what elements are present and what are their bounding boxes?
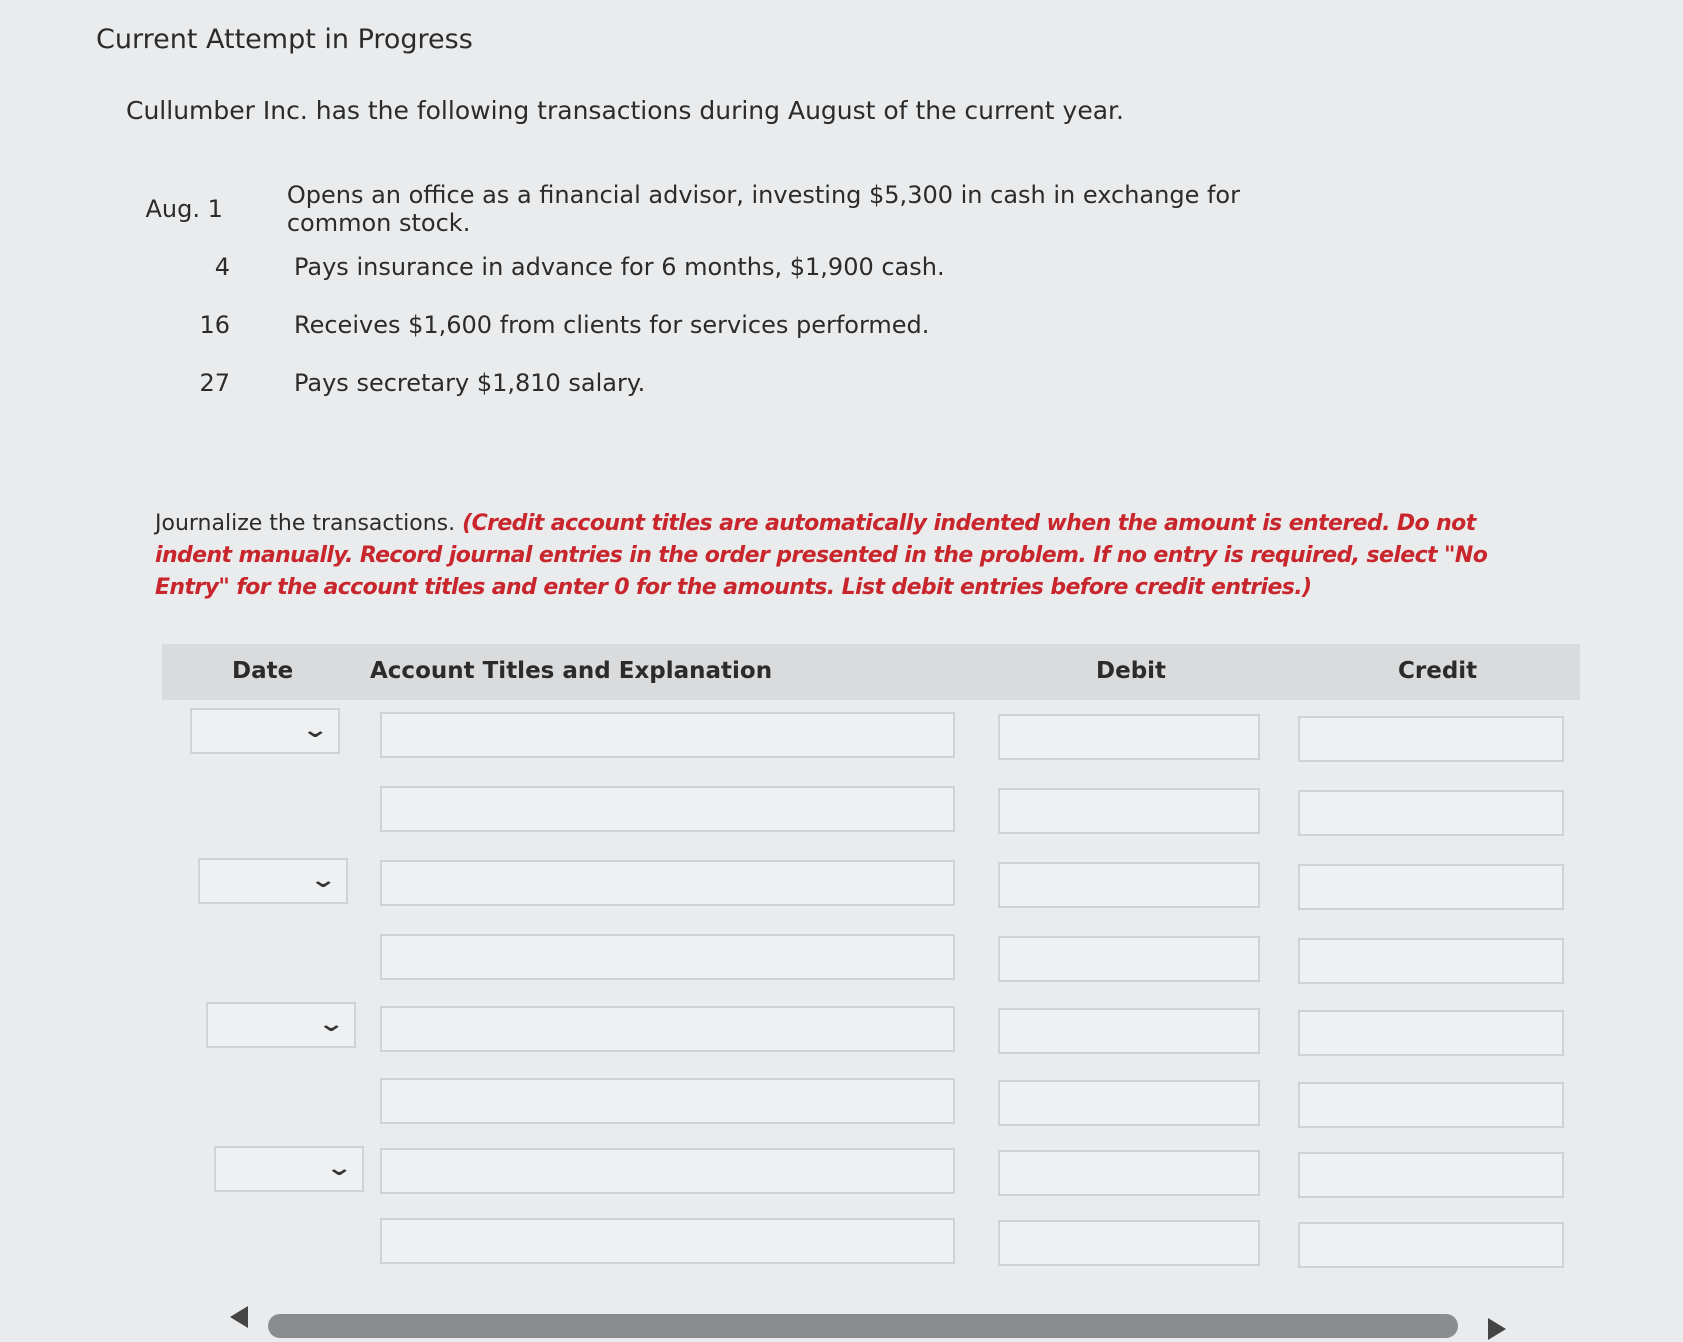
credit-input[interactable] [1298,938,1564,984]
account-title-input[interactable] [380,1006,955,1052]
credit-input[interactable] [1298,1152,1564,1198]
credit-input[interactable] [1298,790,1564,836]
account-title-input[interactable] [380,860,955,906]
instructions-note: (Credit account titles are automatically indented when the amount is entered. Do not indent manually. Record journal entries in the order presented in the problem. If no entry is required, select "No Entry" for the account titles and enter 0 for the amounts. List debit entries before credit entries.) [155,511,1488,600]
date-select[interactable] [190,708,340,754]
chevron-down-icon: ⌄ [308,868,337,893]
debit-input[interactable] [998,1008,1260,1054]
instructions [155,508,1555,604]
instructions-prefix: Journalize the transactions. [155,511,463,536]
credit-input[interactable] [1298,716,1564,762]
account-title-input[interactable] [380,934,955,980]
transaction-row [140,354,1340,412]
transaction-row [140,238,1340,296]
transaction-row [140,180,1340,238]
transaction-description: Pays insurance in advance for 6 months, $1,900 cash. [294,253,945,281]
debit-input[interactable] [998,936,1260,982]
credit-input[interactable] [1298,1010,1564,1056]
account-title-input[interactable] [380,712,955,758]
transaction-description: Pays secretary $1,810 salary. [294,369,646,397]
debit-input[interactable] [998,1220,1260,1266]
account-title-input[interactable] [380,786,955,832]
header-account-titles: Account Titles and Explanation [370,658,773,684]
date-select[interactable] [214,1146,364,1192]
debit-input[interactable] [998,714,1260,760]
transaction-date: 16 [199,311,230,339]
debit-input[interactable] [998,788,1260,834]
chevron-down-icon: ⌄ [300,718,329,743]
scroll-right-arrow-icon[interactable] [1488,1318,1506,1340]
transaction-description: Receives $1,600 from clients for services performed. [294,311,930,339]
header-date: Date [232,658,294,684]
transaction-date: 27 [199,369,230,397]
credit-input[interactable] [1298,1222,1564,1268]
date-select[interactable] [198,858,348,904]
transaction-date: 4 [214,253,230,281]
header-credit: Credit [1398,658,1478,684]
debit-input[interactable] [998,1150,1260,1196]
chevron-down-icon: ⌄ [316,1012,345,1037]
transaction-description: Opens an office as a financial advisor, investing $5,300 in cash in exchange for common stock. [286,181,1240,237]
transaction-row [140,296,1340,354]
journal-table-header [162,644,1580,700]
transaction-date: Aug. 1 [145,195,223,223]
status-title: Current Attempt in Progress [96,24,473,55]
account-title-input[interactable] [380,1148,955,1194]
date-select[interactable] [206,1002,356,1048]
header-debit: Debit [1096,658,1167,684]
account-title-input[interactable] [380,1218,955,1264]
problem-intro: Cullumber Inc. has the following transactions during August of the current year. [126,96,1124,125]
debit-input[interactable] [998,862,1260,908]
debit-input[interactable] [998,1080,1260,1126]
credit-input[interactable] [1298,1082,1564,1128]
scroll-left-arrow-icon[interactable] [230,1306,248,1328]
horizontal-scrollbar[interactable] [268,1314,1458,1338]
account-title-input[interactable] [380,1078,955,1124]
transaction-list [140,180,1340,412]
chevron-down-icon: ⌄ [324,1156,353,1181]
credit-input[interactable] [1298,864,1564,910]
